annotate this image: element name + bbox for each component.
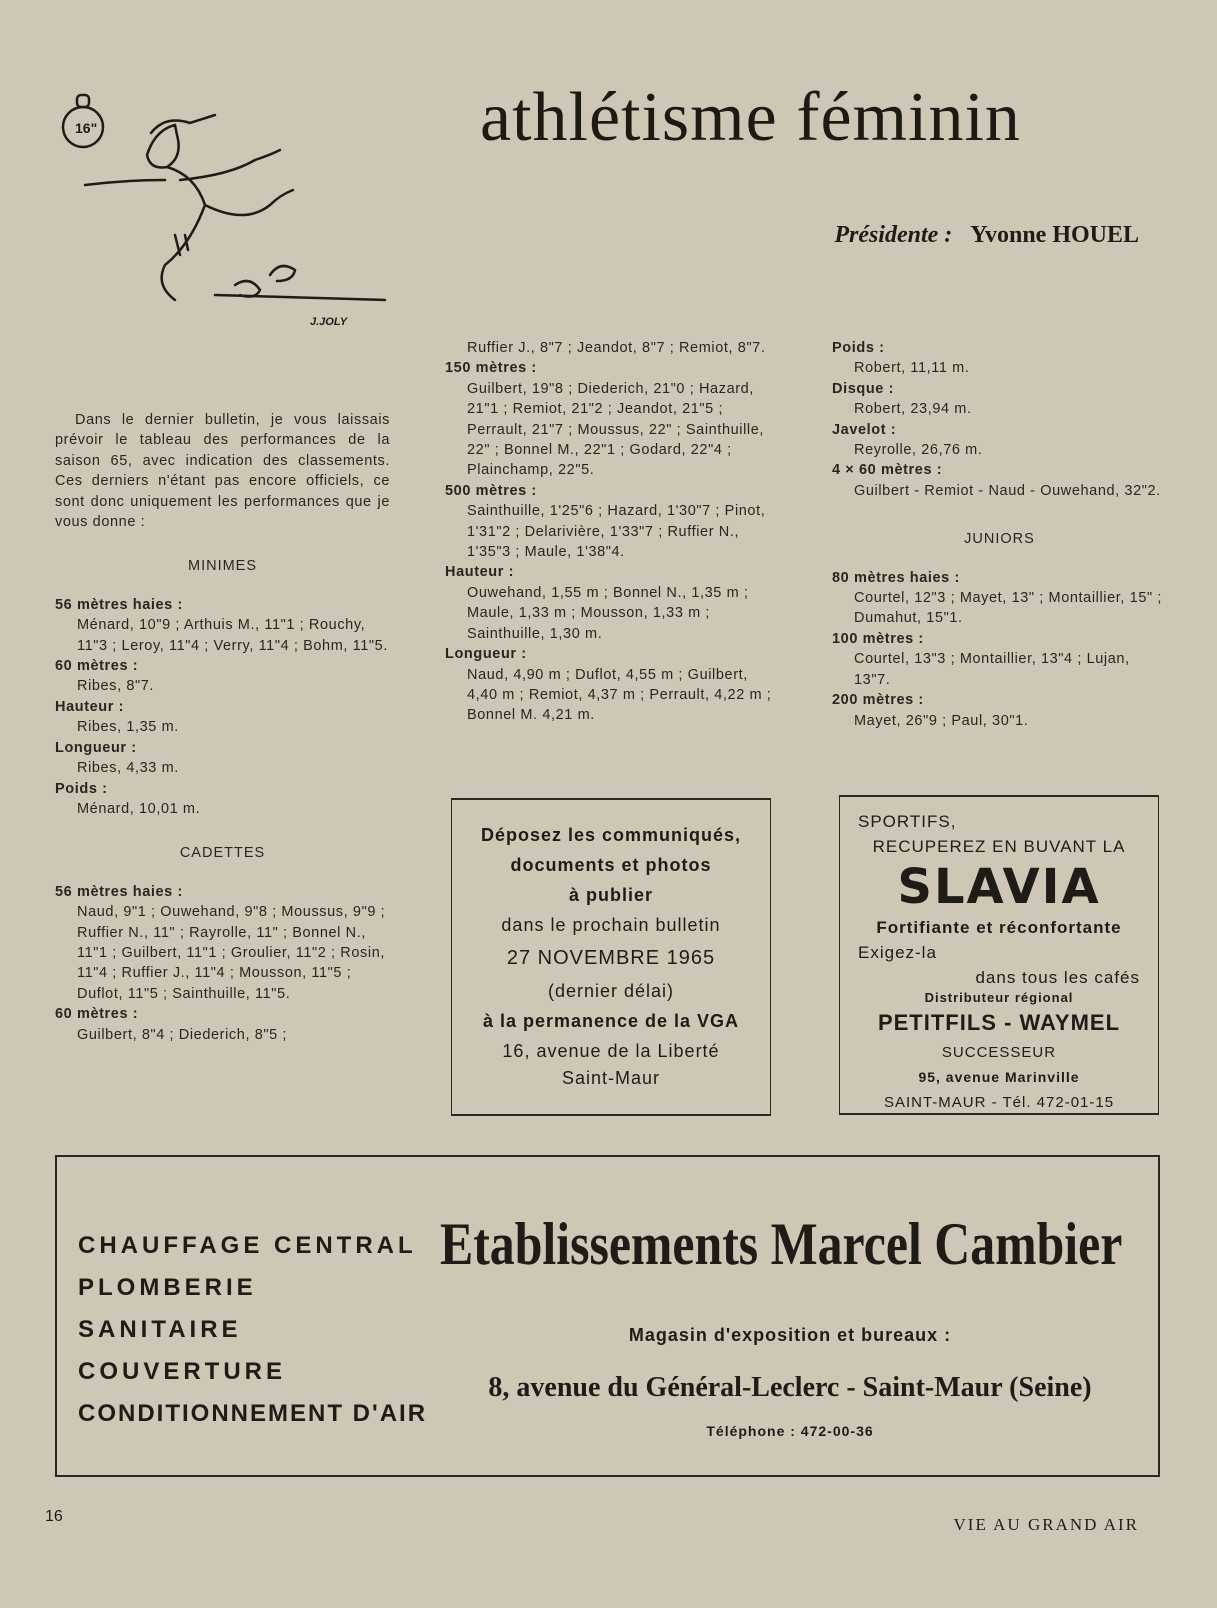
event-heading: Poids :	[55, 780, 108, 797]
event-results: Guilbert - Remiot - Naud - Ouwehand, 32"2.	[854, 482, 1161, 499]
notice-line: 16, avenue de la Liberté	[502, 1041, 720, 1061]
event-heading: 60 mètres :	[55, 1006, 139, 1023]
notice-line: dans le prochain bulletin	[501, 915, 721, 935]
event-results: Ménard, 10"9 ; Arthuis M., 11"1 ; Rouchy, 11"3 ; Leroy, 11"4 ; Verry, 11"4 ; Bohm, 11"5.	[77, 617, 388, 654]
slavia-brand: SLAVIA	[897, 859, 1101, 915]
event-results: Courtel, 12"3 ; Mayet, 13" ; Montaillier, 15" ; Dumahut, 15"1.	[854, 590, 1162, 627]
event-results: Naud, 4,90 m ; Duflot, 4,55 m ; Guilbert, 4,40 m ; Remiot, 4,37 m ; Perrault, 4,22 m ; Bonnel M. 4,21 m.	[467, 666, 772, 724]
event-results: Ribes, 1,35 m.	[77, 719, 179, 736]
event-heading: Longueur :	[445, 646, 527, 663]
event-heading: 60 mètres :	[55, 658, 139, 675]
column-3	[832, 338, 1167, 731]
event-heading: 100 mètres :	[832, 630, 924, 647]
event-heading: Longueur :	[55, 739, 137, 756]
section-title-cadettes: CADETTES	[179, 845, 266, 862]
slavia-line: Fortifiante et réconfortante	[876, 918, 1122, 937]
notice-box	[451, 798, 771, 1116]
event-heading: Poids :	[832, 340, 885, 356]
cambier-services	[78, 1225, 427, 1435]
event-results: Robert, 23,94 m.	[854, 401, 972, 418]
presidente-line	[834, 222, 1139, 249]
event-results: Ménard, 10,01 m.	[77, 800, 201, 817]
slavia-line: dans tous les cafés	[975, 968, 1140, 987]
event-results: Naud, 9"1 ; Ouwehand, 9"8 ; Moussus, 9"9 ; Ruffier N., 11" ; Rayrolle, 11" ; Bonnel N., 11"1 ; Guilbert, 11"1 ; Groulier, 11"2 ; Rosin, 11"4 ; Ruffier J., 11"4 ; Mousson, 11"5 ; Duflot, 11"5 ; Sainthuille, 11"5.	[77, 904, 386, 1002]
page-title: athlétisme féminin	[480, 79, 1021, 156]
cambier-address: 8, avenue du Général-Leclerc - Saint-Maur (Seine)	[488, 1372, 1092, 1403]
event-heading: Hauteur :	[445, 564, 515, 581]
event-heading: 56 mètres haies :	[55, 883, 183, 900]
event-results: Ribes, 8"7.	[77, 678, 155, 695]
notice-line: à la permanence de la VGA	[482, 1011, 740, 1031]
slavia-line: Distributeur régional	[924, 990, 1074, 1005]
event-results: Ribes, 4,33 m.	[77, 760, 179, 777]
illustration-signature: J.JOLY	[310, 316, 348, 328]
slavia-line: SAINT-MAUR - Tél. 472-01-15	[883, 1094, 1115, 1111]
presidente-label: Présidente :	[834, 222, 953, 248]
event-results: Ouwehand, 1,55 m ; Bonnel N., 1,35 m ; Maule, 1,33 m ; Mousson, 1,33 m ; Sainthuille, 1,30 m.	[467, 584, 749, 642]
notice-line: Saint-Maur	[561, 1068, 661, 1088]
event-results: Robert, 11,11 m.	[854, 360, 970, 377]
intro-paragraph: Dans le dernier bulletin, je vous laissais prévoir le tableau des performances de la saison 65, avec indication des classements. Ces derniers n'étant pas encore officiels, ce sont donc uniquement les performances que je vous donne :	[55, 412, 390, 531]
event-results: Ruffier J., 8"7 ; Jeandot, 8"7 ; Remiot, 8"7.	[467, 340, 766, 356]
event-results: Guilbert, 8"4 ; Diederich, 8"5 ;	[77, 1026, 288, 1043]
event-results: Reyrolle, 26,76 m.	[854, 442, 983, 459]
event-results: Sainthuille, 1'25"6 ; Hazard, 1'30"7 ; Pinot, 1'31"2 ; Delarivière, 1'33"7 ; Ruffier N., 1'35"3 ; Maule, 1'38"4.	[467, 503, 766, 561]
notice-line: à publier	[568, 885, 653, 905]
slavia-line: SUCCESSEUR	[941, 1044, 1057, 1061]
slavia-line: 95, avenue Marinville	[918, 1069, 1080, 1085]
event-results: Courtel, 13"3 ; Montaillier, 13"4 ; Lujan, 13"7.	[854, 651, 1130, 688]
section-title-minimes: MINIMES	[187, 558, 258, 575]
page-number: 16	[45, 1508, 63, 1525]
event-heading: 4 × 60 mètres :	[832, 462, 943, 479]
athlete-illustration	[55, 85, 395, 335]
slavia-distributor: PETITFILS - WAYMEL	[877, 1010, 1121, 1035]
notice-line: documents et photos	[510, 855, 712, 875]
service-item: COUVERTURE	[78, 1358, 287, 1385]
event-heading: 56 mètres haies :	[55, 596, 183, 613]
presidente-name: Yvonne HOUEL	[970, 222, 1139, 248]
publication-name: VIE AU GRAND AIR	[953, 1515, 1139, 1534]
event-heading: Javelot :	[832, 421, 897, 438]
illustration-badge: 16"	[75, 120, 98, 136]
event-heading: 150 mètres :	[445, 360, 537, 377]
service-item: SANITAIRE	[78, 1316, 242, 1343]
event-heading: Hauteur :	[55, 698, 125, 715]
service-item: CHAUFFAGE CENTRAL	[78, 1232, 417, 1259]
service-item: CONDITIONNEMENT D'AIR	[78, 1400, 428, 1427]
cambier-name: Etablissements Marcel Cambier	[440, 1211, 1123, 1277]
notice-line: (dernier délai)	[547, 981, 675, 1001]
notice-line: Déposez les communiqués,	[480, 825, 742, 845]
event-heading: 200 mètres :	[832, 692, 924, 709]
event-heading: Disque :	[832, 380, 894, 397]
event-heading: 500 mètres :	[445, 482, 537, 499]
slavia-ad	[839, 795, 1159, 1115]
slavia-line: Exigez-la	[858, 943, 937, 962]
service-item: PLOMBERIE	[78, 1274, 257, 1301]
event-results: Guilbert, 19"8 ; Diederich, 21"0 ; Hazard, 21"1 ; Remiot, 21"2 ; Jeandot, 21"5 ; Perrault, 21"7 ; Moussus, 22" ; Sainthuille, 22" ; Bonnel M., 22"1 ; Godard, 22"4 ; Plainchamp, 22"5.	[467, 380, 765, 479]
event-results: Mayet, 26"9 ; Paul, 30"1.	[854, 712, 1029, 729]
slavia-line: RECUPEREZ EN BUVANT LA	[872, 837, 1126, 856]
cambier-phone: Téléphone : 472-00-36	[706, 1423, 874, 1439]
column-2	[445, 338, 780, 726]
slavia-line: SPORTIFS,	[858, 812, 957, 831]
column-1	[55, 410, 390, 1045]
cambier-subtitle: Magasin d'exposition et bureaux :	[628, 1325, 952, 1345]
event-heading: 80 mètres haies :	[832, 569, 960, 586]
notice-deadline: 27 NOVEMBRE 1965	[506, 947, 716, 969]
section-title-juniors: JUNIORS	[964, 531, 1035, 548]
